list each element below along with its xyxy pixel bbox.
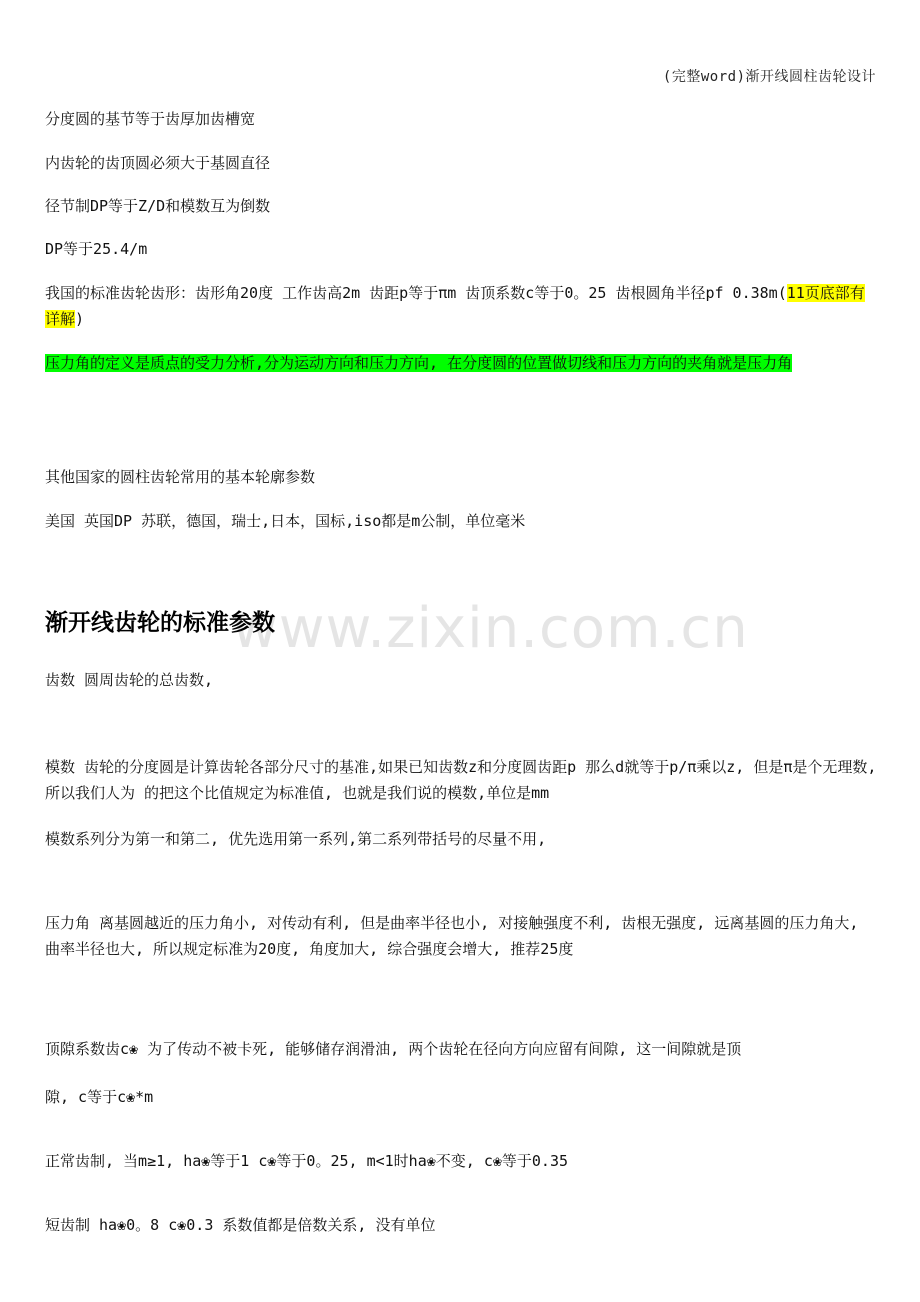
text-line: 其他国家的圆柱齿轮常用的基本轮廓参数 [45,468,316,486]
text-line: 内齿轮的齿顶圆必须大于基圆直径 [45,154,271,172]
paragraph-normal-system: 正常齿制, 当m≥1, ha❀等于1 c❀等于0。25, m<1时ha❀不变, c❀等于0.35 [45,1152,569,1170]
paragraph-teeth: 齿数 圆周齿轮的总齿数, [45,671,214,689]
text-line: 分度圆的基节等于齿厚加齿槽宽 [45,110,256,128]
paragraph-text-end: ) [75,310,85,328]
text-line: 美国 英国DP 苏联，德国，瑞士,日本，国标,iso都是m公制，单位毫米 [45,512,526,530]
paragraph-text: 我国的标准齿轮齿形：齿形角20度 工作齿高2m 齿距p等于πm 齿顶系数c等于0。25 齿根圆角半径pf 0.38m( [45,284,787,302]
page-header-title: (完整word)渐开线圆柱齿轮设计 [662,69,876,85]
paragraph-module-series: 模数系列分为第一和第二, 优先选用第一系列,第二系列带括号的尽量不用, [45,830,547,848]
paragraph-pressure-angle-definition [45,350,877,376]
section-heading: 渐开线齿轮的标准参数 [45,610,275,636]
paragraph-clearance-cont: 隙, c等于c❀*m [45,1088,154,1106]
watermark: www.zixin.com.cn [232,596,749,661]
highlighted-definition: 压力角的定义是质点的受力分析,分为运动方向和压力方向, 在分度圆的位置做切线和压力方向的夹角就是压力角 [45,354,793,372]
paragraph-short-system: 短齿制 ha❀0。8 c❀0.3 系数值都是倍数关系, 没有单位 [45,1216,436,1234]
highlighted-reference: 11页底部有详解 [45,284,865,328]
paragraph-pressure-angle: 压力角 离基圆越近的压力角小, 对传动有利, 但是曲率半径也小, 对接触强度不利, 齿根无强度, 远离基圆的压力角大, 曲率半径也大, 所以规定标准为20度, 角度加大, 综合强度会增大, 推荐25度 [45,914,859,958]
paragraph-module: 模数 齿轮的分度圆是计算齿轮各部分尺寸的基准,如果已知齿数z和分度圆齿距p 那么d就等于p/π乘以z, 但是π是个无理数,所以我们人为 的把这个比值规定为标准值, 也就是我们说的模数,单位是mm [45,758,877,802]
paragraph-clearance: 顶隙系数齿c❀ 为了传动不被卡死, 能够储存润滑油, 两个齿轮在径向方向应留有间隙, 这一间隙就是顶 [45,1040,742,1058]
text-line: DP等于25.4/m [45,240,148,258]
paragraph-standard-profile [45,280,877,332]
text-line: 径节制DP等于Z/D和模数互为倒数 [45,197,271,215]
